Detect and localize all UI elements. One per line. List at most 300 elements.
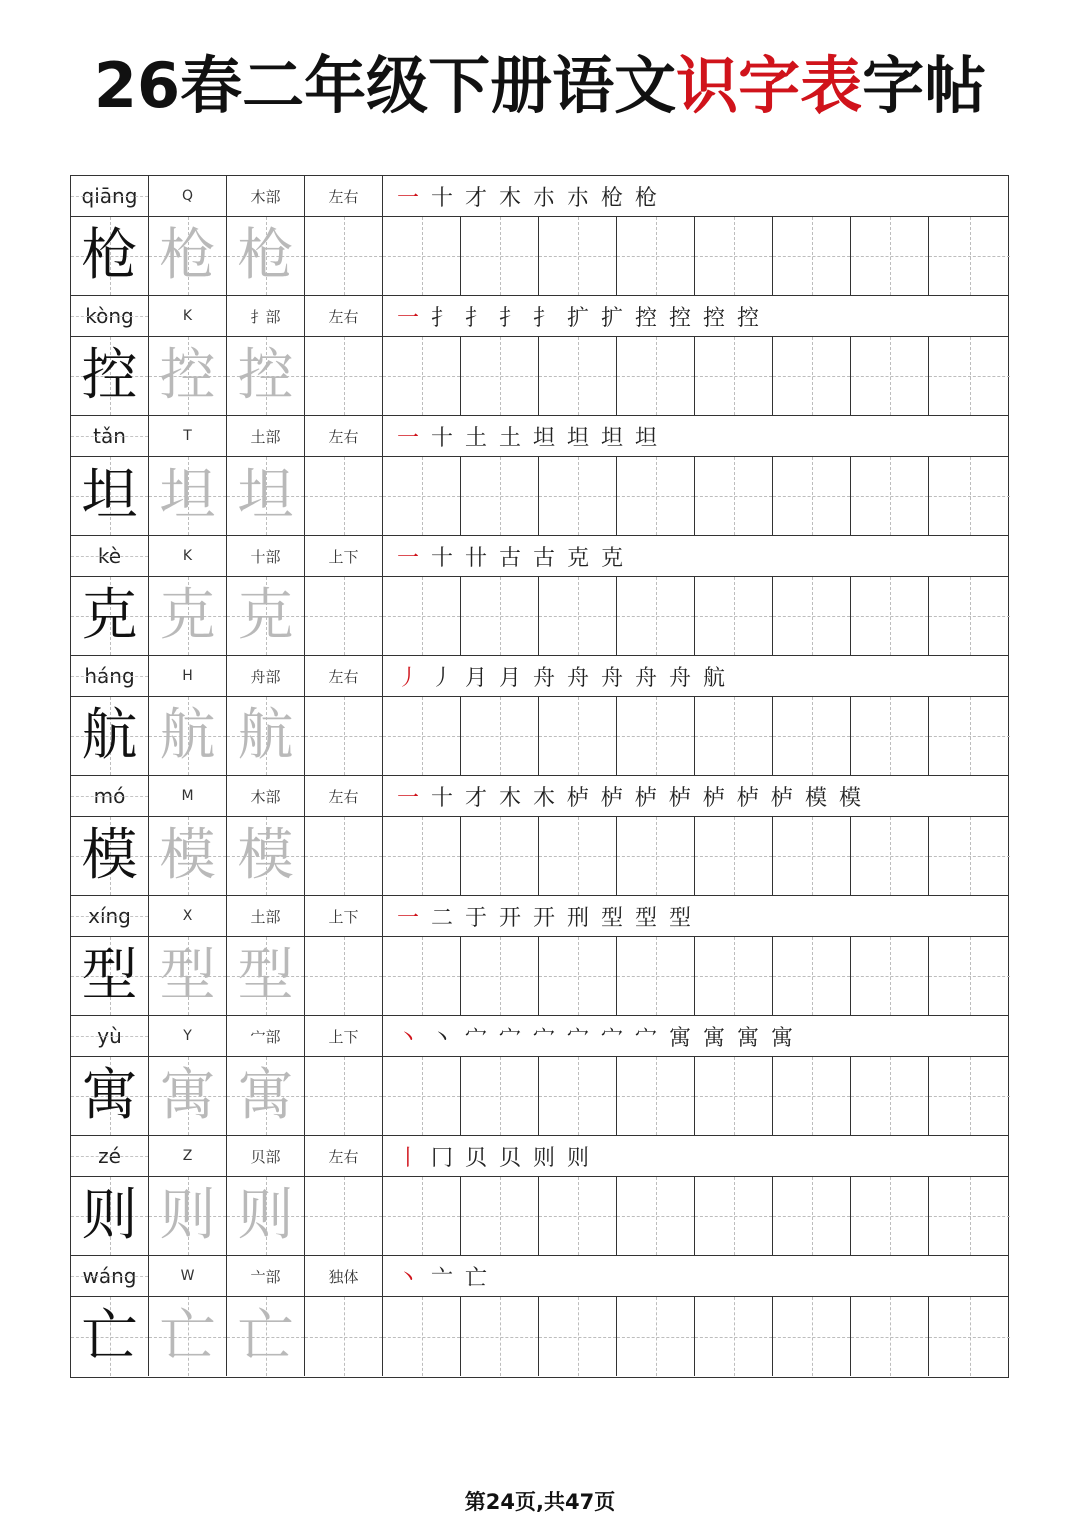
trace-character-box <box>227 697 305 775</box>
stroke-step: 开 <box>532 905 555 931</box>
stroke-order <box>385 536 1008 576</box>
stroke-step: 一 <box>396 305 419 331</box>
initial-letter-cell <box>149 296 227 336</box>
practice-box[interactable] <box>851 817 929 895</box>
character-entry <box>71 896 1008 1016</box>
info-row <box>71 536 1008 577</box>
model-character: 克 <box>81 583 138 648</box>
practice-box[interactable] <box>383 697 461 775</box>
model-character: 枪 <box>81 223 138 288</box>
practice-box[interactable] <box>539 337 617 415</box>
practice-box[interactable] <box>773 697 851 775</box>
stroke-step: 扌 <box>430 305 453 331</box>
practice-box[interactable] <box>773 817 851 895</box>
practice-box[interactable] <box>929 1057 1010 1135</box>
practice-box[interactable] <box>617 1297 695 1376</box>
practice-box[interactable] <box>695 457 773 535</box>
practice-box[interactable] <box>773 1177 851 1255</box>
practice-box[interactable] <box>305 577 383 655</box>
practice-box[interactable] <box>773 217 851 295</box>
practice-box[interactable] <box>461 1057 539 1135</box>
trace-character: 坦 <box>159 463 216 528</box>
practice-box[interactable] <box>305 217 383 295</box>
pinyin-label: zé <box>98 1144 121 1168</box>
practice-box[interactable] <box>305 1177 383 1255</box>
practice-box[interactable] <box>383 337 461 415</box>
character-entry <box>71 1136 1008 1256</box>
stroke-step: 朩 <box>566 185 589 211</box>
pinyin-label-cell <box>71 1136 149 1176</box>
practice-box[interactable] <box>461 937 539 1015</box>
stroke-step: 栌 <box>566 785 589 811</box>
initial-letter-cell <box>149 776 227 816</box>
stroke-order <box>385 296 1008 336</box>
stroke-step: 扩 <box>600 305 623 331</box>
trace-character-box <box>227 937 305 1015</box>
pinyin-label-cell <box>71 776 149 816</box>
model-character: 寓 <box>81 1063 138 1128</box>
stroke-step: 坦 <box>634 425 657 451</box>
practice-box[interactable] <box>851 577 929 655</box>
trace-character: 航 <box>237 703 294 768</box>
pinyin-guide-line <box>71 796 148 797</box>
info-row <box>71 1256 1008 1297</box>
practice-box[interactable] <box>695 697 773 775</box>
initial-letter-cell <box>149 1256 227 1296</box>
radical-label-cell <box>227 176 305 216</box>
radical-label: 宀部 <box>250 1027 281 1046</box>
stroke-step: 一 <box>396 545 419 571</box>
initial-letter: Z <box>182 1148 193 1164</box>
stroke-step: 栌 <box>600 785 623 811</box>
stroke-step: 控 <box>668 305 691 331</box>
model-character-box <box>71 337 149 415</box>
character-entry <box>71 416 1008 536</box>
initial-letter: H <box>182 668 193 684</box>
stroke-step: 十 <box>430 185 453 211</box>
radical-label: 土部 <box>250 427 281 446</box>
trace-character-box <box>149 937 227 1015</box>
practice-box[interactable] <box>695 337 773 415</box>
radical-label-cell <box>227 536 305 576</box>
trace-character: 寓 <box>159 1063 216 1128</box>
stroke-step: 开 <box>498 905 521 931</box>
stroke-step: 宀 <box>532 1025 555 1051</box>
practice-box[interactable] <box>305 697 383 775</box>
stroke-step: 寓 <box>770 1025 793 1051</box>
stroke-step: 月 <box>498 665 521 691</box>
practice-grid <box>71 457 1008 536</box>
practice-box[interactable] <box>695 1177 773 1255</box>
pinyin-label: tǎn <box>93 424 126 448</box>
practice-box[interactable] <box>383 217 461 295</box>
stroke-step: 丶 <box>396 1025 419 1051</box>
pinyin-label: yù <box>97 1024 122 1048</box>
practice-box[interactable] <box>617 817 695 895</box>
trace-character-box <box>149 337 227 415</box>
trace-character-box <box>149 1297 227 1376</box>
practice-box[interactable] <box>383 1057 461 1135</box>
trace-character: 寓 <box>237 1063 294 1128</box>
stroke-step: 坦 <box>566 425 589 451</box>
initial-letter-cell <box>149 656 227 696</box>
trace-character-box <box>227 337 305 415</box>
pinyin-guide-line <box>71 676 148 677</box>
practice-box[interactable] <box>461 577 539 655</box>
trace-character: 则 <box>159 1183 216 1248</box>
initial-letter-cell <box>149 896 227 936</box>
practice-grid <box>71 577 1008 656</box>
structure-label: 左右 <box>328 307 359 326</box>
stroke-step: 栌 <box>736 785 759 811</box>
pinyin-label: qiāng <box>81 184 138 208</box>
model-character: 模 <box>81 823 138 888</box>
stroke-step: 才 <box>464 185 487 211</box>
practice-box[interactable] <box>539 1177 617 1255</box>
model-character-box <box>71 577 149 655</box>
model-character-box <box>71 217 149 295</box>
practice-box[interactable] <box>305 457 383 535</box>
practice-box[interactable] <box>539 817 617 895</box>
stroke-step: 刑 <box>566 905 589 931</box>
practice-box[interactable] <box>695 937 773 1015</box>
practice-box[interactable] <box>539 1297 617 1376</box>
stroke-step: 才 <box>464 785 487 811</box>
practice-box[interactable] <box>851 457 929 535</box>
model-character-box <box>71 817 149 895</box>
radical-label: 亠部 <box>250 1267 281 1286</box>
model-character: 坦 <box>81 463 138 528</box>
initial-letter-cell <box>149 416 227 456</box>
pinyin-guide-line <box>71 916 148 917</box>
practice-box[interactable] <box>773 937 851 1015</box>
trace-character: 则 <box>237 1183 294 1248</box>
practice-box[interactable] <box>773 1057 851 1135</box>
stroke-step: 冂 <box>430 1145 453 1171</box>
practice-box[interactable] <box>695 1057 773 1135</box>
structure-label: 上下 <box>328 1027 359 1046</box>
initial-letter: Q <box>181 188 194 204</box>
practice-box[interactable] <box>305 337 383 415</box>
stroke-step: 二 <box>430 905 453 931</box>
info-row <box>71 1136 1008 1177</box>
practice-box[interactable] <box>305 1297 383 1376</box>
initial-letter: M <box>181 788 194 804</box>
radical-label-cell <box>227 416 305 456</box>
pinyin-label: xíng <box>88 904 131 928</box>
structure-label: 左右 <box>328 427 359 446</box>
practice-box[interactable] <box>851 697 929 775</box>
stroke-step: 扌 <box>498 305 521 331</box>
stroke-step: 坦 <box>532 425 555 451</box>
practice-box[interactable] <box>851 217 929 295</box>
structure-label-cell <box>305 1016 383 1056</box>
radical-label-cell <box>227 776 305 816</box>
stroke-step: 舟 <box>668 665 691 691</box>
practice-box[interactable] <box>539 1057 617 1135</box>
info-row <box>71 776 1008 817</box>
stroke-step: 月 <box>464 665 487 691</box>
practice-box[interactable] <box>383 817 461 895</box>
stroke-step: 丿 <box>396 665 419 691</box>
stroke-step: 丶 <box>396 1265 419 1291</box>
practice-box[interactable] <box>539 457 617 535</box>
practice-grid <box>71 337 1008 416</box>
trace-character: 控 <box>159 343 216 408</box>
practice-box[interactable] <box>383 1297 461 1376</box>
practice-box[interactable] <box>695 817 773 895</box>
practice-box[interactable] <box>461 457 539 535</box>
title-black-end: 字帖 <box>862 49 987 122</box>
info-row <box>71 656 1008 697</box>
stroke-step: 古 <box>532 545 555 571</box>
title-red-part: 识字表 <box>676 49 863 122</box>
structure-label: 左右 <box>328 187 359 206</box>
practice-box[interactable] <box>461 1177 539 1255</box>
trace-character: 亡 <box>237 1303 294 1369</box>
practice-box[interactable] <box>617 337 695 415</box>
practice-grid <box>71 1297 1008 1376</box>
stroke-step: 宀 <box>498 1025 521 1051</box>
radical-label: 舟部 <box>250 667 281 686</box>
model-character: 型 <box>81 943 138 1008</box>
page-number: 第24页,共47页 <box>464 1490 616 1514</box>
stroke-step: 栌 <box>702 785 725 811</box>
structure-label: 左右 <box>328 667 359 686</box>
radical-label: 木部 <box>250 187 281 206</box>
practice-box[interactable] <box>383 937 461 1015</box>
trace-character-box <box>149 1057 227 1135</box>
stroke-step: 于 <box>464 905 487 931</box>
practice-box[interactable] <box>929 697 1010 775</box>
pinyin-label: mó <box>93 784 126 808</box>
radical-label: 十部 <box>250 547 281 566</box>
structure-label: 左右 <box>328 1147 359 1166</box>
stroke-step: 舟 <box>532 665 555 691</box>
trace-character-box <box>149 217 227 295</box>
trace-character-box <box>227 1057 305 1135</box>
trace-character-box <box>227 217 305 295</box>
stroke-step: 丿 <box>430 665 453 691</box>
trace-character: 亡 <box>159 1303 216 1369</box>
initial-letter: K <box>182 308 193 324</box>
practice-box[interactable] <box>383 577 461 655</box>
stroke-step: 古 <box>498 545 521 571</box>
stroke-step: 寓 <box>702 1025 725 1051</box>
pinyin-guide-line <box>71 1156 148 1157</box>
practice-box[interactable] <box>617 1057 695 1135</box>
practice-box[interactable] <box>617 697 695 775</box>
practice-box[interactable] <box>851 1057 929 1135</box>
trace-character-box <box>149 457 227 535</box>
practice-grid <box>71 937 1008 1016</box>
practice-box[interactable] <box>773 577 851 655</box>
character-entry <box>71 1016 1008 1136</box>
stroke-step: 舟 <box>634 665 657 691</box>
stroke-step: 寓 <box>668 1025 691 1051</box>
practice-box[interactable] <box>617 1177 695 1255</box>
practice-box[interactable] <box>695 217 773 295</box>
radical-label: 土部 <box>250 907 281 926</box>
structure-label: 上下 <box>328 907 359 926</box>
stroke-order <box>385 1136 1008 1176</box>
pinyin-guide-line <box>71 556 148 557</box>
trace-character: 模 <box>159 823 216 888</box>
stroke-order <box>385 656 1008 696</box>
practice-grid <box>71 217 1008 296</box>
structure-label-cell <box>305 536 383 576</box>
practice-box[interactable] <box>539 577 617 655</box>
structure-label-cell <box>305 176 383 216</box>
pinyin-label-cell <box>71 656 149 696</box>
stroke-step: 扌 <box>464 305 487 331</box>
stroke-step: 一 <box>396 425 419 451</box>
stroke-step: 十 <box>430 785 453 811</box>
stroke-step: 控 <box>634 305 657 331</box>
info-row <box>71 896 1008 937</box>
model-character-box <box>71 1297 149 1376</box>
model-character: 控 <box>81 343 138 408</box>
stroke-step: 栌 <box>668 785 691 811</box>
practice-box[interactable] <box>461 817 539 895</box>
character-entry <box>71 656 1008 776</box>
initial-letter-cell <box>149 1016 227 1056</box>
practice-box[interactable] <box>461 1297 539 1376</box>
info-row <box>71 1016 1008 1057</box>
stroke-step: 型 <box>668 905 691 931</box>
stroke-order <box>385 416 1008 456</box>
model-character: 航 <box>81 703 138 768</box>
practice-box[interactable] <box>617 217 695 295</box>
radical-label-cell <box>227 296 305 336</box>
stroke-step: 扩 <box>566 305 589 331</box>
model-character: 亡 <box>81 1303 138 1369</box>
practice-box[interactable] <box>305 937 383 1015</box>
structure-label-cell <box>305 896 383 936</box>
practice-box[interactable] <box>773 457 851 535</box>
trace-character: 型 <box>237 943 294 1008</box>
practice-box[interactable] <box>773 1297 851 1376</box>
practice-box[interactable] <box>929 217 1010 295</box>
character-entry <box>71 296 1008 416</box>
trace-character: 模 <box>237 823 294 888</box>
practice-box[interactable] <box>851 337 929 415</box>
stroke-step: 丨 <box>396 1145 419 1171</box>
practice-box[interactable] <box>461 217 539 295</box>
practice-box[interactable] <box>929 937 1010 1015</box>
pinyin-label-cell <box>71 1016 149 1056</box>
stroke-step: 则 <box>532 1145 555 1171</box>
practice-box[interactable] <box>695 1297 773 1376</box>
structure-label-cell <box>305 656 383 696</box>
practice-box[interactable] <box>617 577 695 655</box>
practice-box[interactable] <box>305 1057 383 1135</box>
stroke-step: 朩 <box>532 185 555 211</box>
practice-grid <box>71 697 1008 776</box>
practice-box[interactable] <box>539 217 617 295</box>
structure-label-cell <box>305 1256 383 1296</box>
stroke-step: 扌 <box>532 305 555 331</box>
practice-box[interactable] <box>929 577 1010 655</box>
model-character-box <box>71 697 149 775</box>
pinyin-label-cell <box>71 176 149 216</box>
trace-character: 克 <box>159 583 216 648</box>
stroke-order <box>385 1016 1008 1056</box>
practice-box[interactable] <box>929 457 1010 535</box>
pinyin-guide-line <box>71 1276 148 1277</box>
practice-box[interactable] <box>929 1177 1010 1255</box>
stroke-step: 航 <box>702 665 725 691</box>
pinyin-label: kòng <box>85 304 134 328</box>
stroke-step: 宀 <box>634 1025 657 1051</box>
practice-box[interactable] <box>383 1177 461 1255</box>
practice-box[interactable] <box>851 1297 929 1376</box>
stroke-step: 宀 <box>566 1025 589 1051</box>
initial-letter-cell <box>149 1136 227 1176</box>
stroke-step: 栌 <box>770 785 793 811</box>
practice-box[interactable] <box>773 337 851 415</box>
trace-character-box <box>227 817 305 895</box>
model-character: 则 <box>81 1183 138 1248</box>
character-entry <box>71 176 1008 296</box>
model-character-box <box>71 1057 149 1135</box>
character-entry <box>71 536 1008 656</box>
pinyin-label-cell <box>71 416 149 456</box>
practice-box[interactable] <box>695 577 773 655</box>
stroke-step: 控 <box>702 305 725 331</box>
structure-label-cell <box>305 776 383 816</box>
practice-box[interactable] <box>851 937 929 1015</box>
structure-label: 左右 <box>328 787 359 806</box>
trace-character-box <box>149 1177 227 1255</box>
model-character-box <box>71 457 149 535</box>
pinyin-guide-line <box>71 436 148 437</box>
trace-character: 控 <box>237 343 294 408</box>
practice-box[interactable] <box>851 1177 929 1255</box>
radical-label-cell <box>227 896 305 936</box>
initial-letter: W <box>180 1268 195 1284</box>
practice-box[interactable] <box>461 697 539 775</box>
initial-letter-cell <box>149 536 227 576</box>
trace-character: 枪 <box>159 223 216 288</box>
stroke-step: 栌 <box>634 785 657 811</box>
practice-box[interactable] <box>617 937 695 1015</box>
title-black-part: 26春二年级下册语文 <box>93 49 677 122</box>
radical-label-cell <box>227 656 305 696</box>
stroke-step: 一 <box>396 905 419 931</box>
trace-character: 枪 <box>237 223 294 288</box>
practice-box[interactable] <box>383 457 461 535</box>
radical-label: 扌部 <box>250 307 281 326</box>
practice-box[interactable] <box>461 337 539 415</box>
practice-box[interactable] <box>539 697 617 775</box>
practice-box[interactable] <box>305 817 383 895</box>
practice-box[interactable] <box>929 337 1010 415</box>
stroke-step: 模 <box>838 785 861 811</box>
practice-box[interactable] <box>617 457 695 535</box>
stroke-step: 木 <box>532 785 555 811</box>
trace-character: 航 <box>159 703 216 768</box>
practice-box[interactable] <box>539 937 617 1015</box>
stroke-step: 宀 <box>600 1025 623 1051</box>
stroke-step: 一 <box>396 185 419 211</box>
stroke-step: 亡 <box>464 1265 487 1291</box>
stroke-order <box>385 176 1008 216</box>
practice-box[interactable] <box>929 1297 1010 1376</box>
stroke-step: 十 <box>430 425 453 451</box>
practice-box[interactable] <box>929 817 1010 895</box>
trace-character: 克 <box>237 583 294 648</box>
